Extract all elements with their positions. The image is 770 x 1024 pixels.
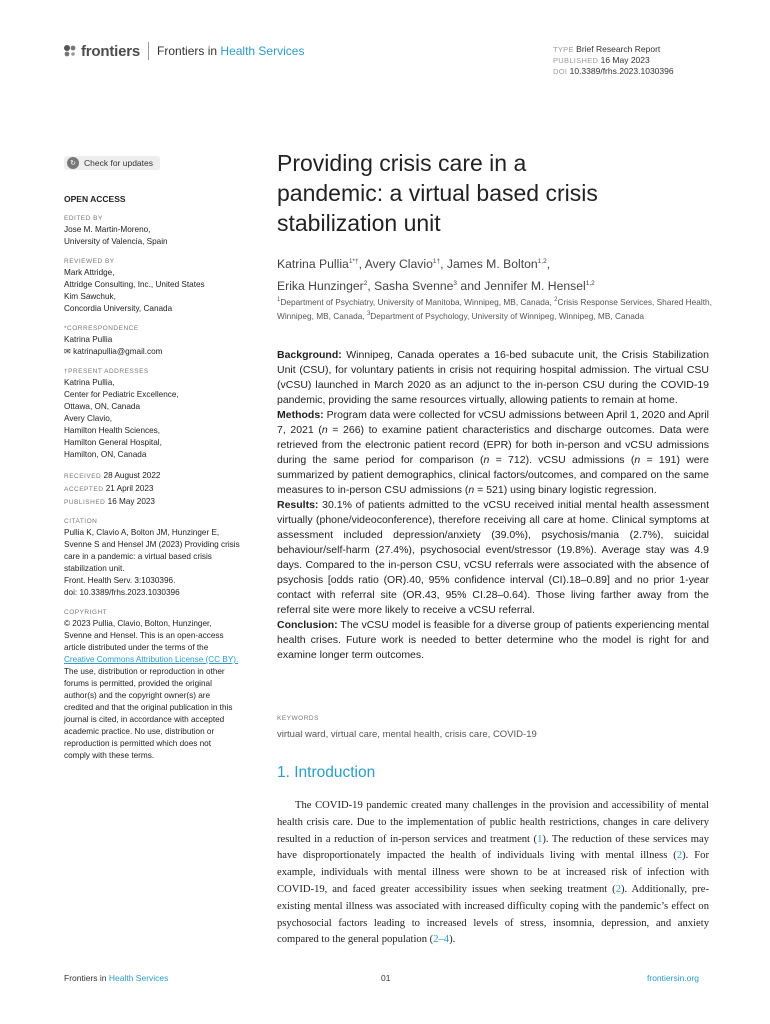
correspondence-email[interactable]: katrinapullia@gmail.com — [73, 347, 163, 356]
author[interactable] — [365, 257, 440, 271]
abstract-results — [277, 498, 709, 618]
accepted-value: 21 April 2023 — [105, 484, 154, 493]
brand-name: frontiers — [81, 42, 141, 60]
author-name[interactable]: Sasha Svenne — [374, 279, 454, 294]
published-row — [64, 496, 264, 508]
keywords-label: KEYWORDS — [277, 715, 319, 722]
footer-journal-accent: Health Services — [108, 973, 169, 983]
journal-accent: Health Services — [220, 44, 305, 58]
reviewer-name: Mark Attridge, — [64, 268, 115, 277]
abstract-text: The vCSU model is feasible for a diverse group of patients experiencing mental health crises. Future work is needed to better determine who the model is right for and examine longer term outcomes. — [277, 619, 709, 661]
reviewer-affiliation: Attridge Consulting, Inc., United States — [64, 280, 205, 289]
sidebar — [64, 193, 264, 762]
meta-doi-value[interactable]: 10.3389/frhs.2023.1030396 — [569, 66, 674, 76]
affiliation-sup: 1 — [277, 297, 281, 303]
copyright-line: author(s) and the copyright owner(s) are — [64, 691, 211, 700]
author-name[interactable]: Erika Hunzinger — [277, 279, 364, 294]
accepted-label: ACCEPTED — [64, 486, 104, 493]
license-link[interactable]: Creative Commons Attribution License (CC BY). — [64, 655, 239, 664]
copyright-line: © 2023 Pullia, Clavio, Bolton, Hunzinger, — [64, 619, 212, 628]
author-sup: 1,2 — [585, 280, 595, 288]
meta-type — [553, 44, 674, 55]
correspondence-email-row[interactable] — [64, 346, 264, 358]
copyright-line: academic practice. No use, distribution or — [64, 727, 215, 736]
author[interactable] — [374, 279, 457, 293]
refresh-icon: ↻ — [67, 157, 79, 169]
article-title — [277, 148, 717, 238]
present-address-line: Avery Clavio, — [64, 414, 113, 423]
meta-published — [553, 55, 674, 66]
reviewed-by-label: REVIEWED BY — [64, 258, 115, 265]
license-link-row — [64, 654, 264, 666]
mail-icon: ✉ — [64, 347, 71, 356]
affiliation-text: Department of Psychology, University of Winnipeg, Winnipeg, MB, Canada — [370, 310, 645, 321]
author-sup: 1*† — [348, 258, 359, 265]
correspondence-label: *CORRESPONDENCE — [64, 325, 139, 332]
author[interactable] — [447, 257, 547, 271]
received-value: 28 August 2022 — [103, 471, 161, 480]
abstract-background — [277, 348, 709, 408]
editor-name: Jose M. Martin-Moreno, — [64, 225, 151, 234]
abstract-heading: Conclusion: — [277, 619, 338, 631]
meta-type-value: Brief Research Report — [576, 44, 661, 54]
citation-line: Svenne S and Hensel JM (2023) Providing crisis — [64, 540, 240, 549]
copyright-line: Svenne and Hensel. This is an open-access — [64, 631, 224, 640]
abstract-heading: Background: — [277, 349, 342, 361]
title-line: pandemic: a virtual based crisis — [277, 180, 598, 206]
abstract-conclusion — [277, 618, 709, 663]
copyright-line: article distributed under the terms of the — [64, 643, 209, 652]
abstract-heading: Methods: — [277, 409, 324, 421]
present-address-line: Center for Pediatric Excellence, — [64, 390, 179, 399]
copyright-line: forums is permitted, provided the original — [64, 679, 212, 688]
meta-type-label: TYPE — [553, 45, 574, 54]
author-sup: 2 — [363, 280, 368, 288]
citation-line: care in a pandemic: a virtual based crisis — [64, 552, 212, 561]
citation-line: stabilization unit. — [64, 564, 125, 573]
affiliations — [277, 294, 717, 322]
received-label: RECEIVED — [64, 473, 102, 480]
correspondence-name: Katrina Pullia — [64, 335, 113, 344]
abstract-text: Program data were collected for vCSU admissions between April 1, 2020 and April 7, 2021 (n = 266) to examine patient characteristics and discharge outcomes. Data were retrieved from the electronic patient record (EPR) for both in-person and vCSU admissions during the same period for comparison (n = 712). vCSU admissions (n = 191) were summarized by patient demographics, clinical factors/outcomes, and compared on the same measures to in-person CSU admissions (n = 521) using binary logistic regression. — [277, 409, 709, 496]
citation-line: Pullia K, Clavio A, Bolton JM, Hunzinger E, — [64, 528, 220, 537]
author-sup: 1,2 — [537, 258, 547, 265]
section-heading: 1. Introduction — [277, 764, 376, 781]
divider — [148, 42, 149, 60]
present-address-line: Katrina Pullia, — [64, 378, 115, 387]
author-name[interactable]: Katrina Pullia — [277, 257, 349, 272]
article-meta — [553, 44, 674, 77]
introduction-paragraph: The COVID-19 pandemic created many challenges in the provision and accessibility of mental health crisis care. Due to the implementation of public health restrictions, changes in care delivery resulted in a reduction of in-person services and treatment (1). The reduction of these services may have disproportionately impacted the health of individuals living with mental illness (2). For example, individuals with mental illness were shown to be at increased risk of infection with COVID-19, and faced greater accessibility issues when seeking treatment (2). Additionally, pre-existing mental illness was associated with increased difficulty coping with the pandemic’s effect on psychosocial factors leading to increased levels of stress, insomnia, depression, and anxiety compared to the general population (2–4). — [277, 800, 709, 946]
meta-doi-label: DOI — [553, 67, 568, 76]
author[interactable] — [484, 279, 595, 293]
reviewer-name: Kim Sawchuk, — [64, 292, 116, 301]
footer-site-link[interactable]: frontiersin.org — [647, 973, 699, 983]
affiliation-text: Crisis Response Services, Shared Health, Winnipeg, MB, Canada, — [277, 296, 712, 321]
meta-doi[interactable] — [553, 66, 674, 77]
copyright-line: The use, distribution or reproduction in other — [64, 667, 225, 676]
published-label: PUBLISHED — [64, 499, 106, 506]
present-addresses-label: †PRESENT ADDRESSES — [64, 368, 149, 375]
title-line: stabilization unit — [277, 210, 441, 236]
title-line: Providing crisis care in a — [277, 150, 527, 176]
page-number: 01 — [381, 973, 391, 983]
abstract — [277, 348, 709, 663]
citation-line: doi: 10.3389/frhs.2023.1030396 — [64, 588, 180, 597]
author-name[interactable]: Jennifer M. Hensel — [484, 279, 586, 294]
check-updates-button[interactable] — [64, 156, 160, 170]
check-updates-label: Check for updates — [84, 158, 153, 168]
meta-published-label: PUBLISHED — [553, 56, 599, 65]
edited-by-label: EDITED BY — [64, 215, 103, 222]
copyright-line: journal is cited, in accordance with accepted — [64, 715, 225, 724]
citation-label: CITATION — [64, 518, 98, 525]
present-address-line: Hamilton Health Sciences, — [64, 426, 161, 435]
author-name[interactable]: James M. Bolton — [446, 257, 538, 272]
abstract-text: 30.1% of patients admitted to the vCSU received initial mental health assessment virtually (phone/videoconference), therefore receiving all care at home. Clinical symptoms at assessment included depression/anxiety (39.0%), psychosis/mania (2.7%), suicidal behaviour/self-harm (27.4%), psychosocial event/stressor (19.8%). Average stay was 4.9 days. Compared to the in-person CSU, vCSU referrals were associated with the absence of psychosis [odds ratio (OR).40, 95% confidence interval (CI).18–0.89] and no prior 1-year contact with referral site (OR.43, 95% CI.28–0.64). Those living farther away from the referral site were more likely to receive a vCSU referral. — [277, 499, 709, 616]
journal-logo[interactable] — [62, 42, 304, 60]
author-list: Katrina Pullia$^{1*\dagger}$, Avery Clavio$^{1\dagger}$, James M. Bolton$^{1,2}$, Erika Hunzinger$^2$, Sasha Svenne$^3$ and Jennifer M. Hensel$^{1,2}$ — [277, 257, 595, 294]
present-address-line: Hamilton, ON, Canada — [64, 450, 147, 459]
copyright-line: credited and that the original publication in this — [64, 703, 233, 712]
author[interactable] — [277, 279, 367, 293]
present-address-line: Hamilton General Hospital, — [64, 438, 162, 447]
journal-name — [157, 44, 304, 58]
meta-published-value: 16 May 2023 — [600, 55, 650, 65]
abstract-heading: Results: — [277, 499, 319, 511]
open-access-label: OPEN ACCESS — [64, 194, 126, 204]
published-value: 16 May 2023 — [107, 497, 155, 506]
author[interactable] — [277, 257, 359, 271]
footer-journal-prefix: Frontiers in — [64, 973, 109, 983]
reviewer-affiliation: Concordia University, Canada — [64, 304, 173, 313]
author-sup: 1† — [432, 258, 441, 265]
journal-prefix: Frontiers in — [157, 44, 221, 58]
accepted-row — [64, 483, 264, 495]
copyright-label: COPYRIGHT — [64, 609, 108, 616]
author-sup: 3 — [453, 280, 458, 288]
copyright-line: comply with these terms. — [64, 751, 155, 760]
present-address-line: Ottawa, ON, Canada — [64, 402, 140, 411]
abstract-methods — [277, 408, 709, 498]
affiliation-text: Department of Psychiatry, University of Manitoba, Winnipeg, MB, Canada, — [280, 296, 555, 307]
citation-line: Front. Health Serv. 3:1030396. — [64, 576, 176, 585]
affiliation-sup: 3 — [366, 310, 371, 317]
received-row — [64, 470, 264, 482]
author-name[interactable]: Avery Clavio — [364, 257, 433, 272]
keywords: virtual ward, virtual care, mental health, crisis care, COVID-19 — [277, 729, 537, 740]
affiliation-sup: 2 — [554, 297, 558, 303]
frontiers-logo-icon — [62, 43, 78, 59]
footer-journal — [64, 973, 168, 983]
abstract-text: Winnipeg, Canada operates a 16-bed subacute unit, the Crisis Stabilization Unit (CSU), for voluntary patients in crisis not requiring hospital admission. The virtual CSU (vCSU) launched in March 2020 as an adjunct to the in-person CSU during the COVID-19 pandemic, providing the same resources virtually, allowing patients to remain at home. — [277, 349, 709, 406]
copyright-line: reproduction is permitted which does not — [64, 739, 211, 748]
editor-affiliation: University of Valencia, Spain — [64, 237, 168, 246]
